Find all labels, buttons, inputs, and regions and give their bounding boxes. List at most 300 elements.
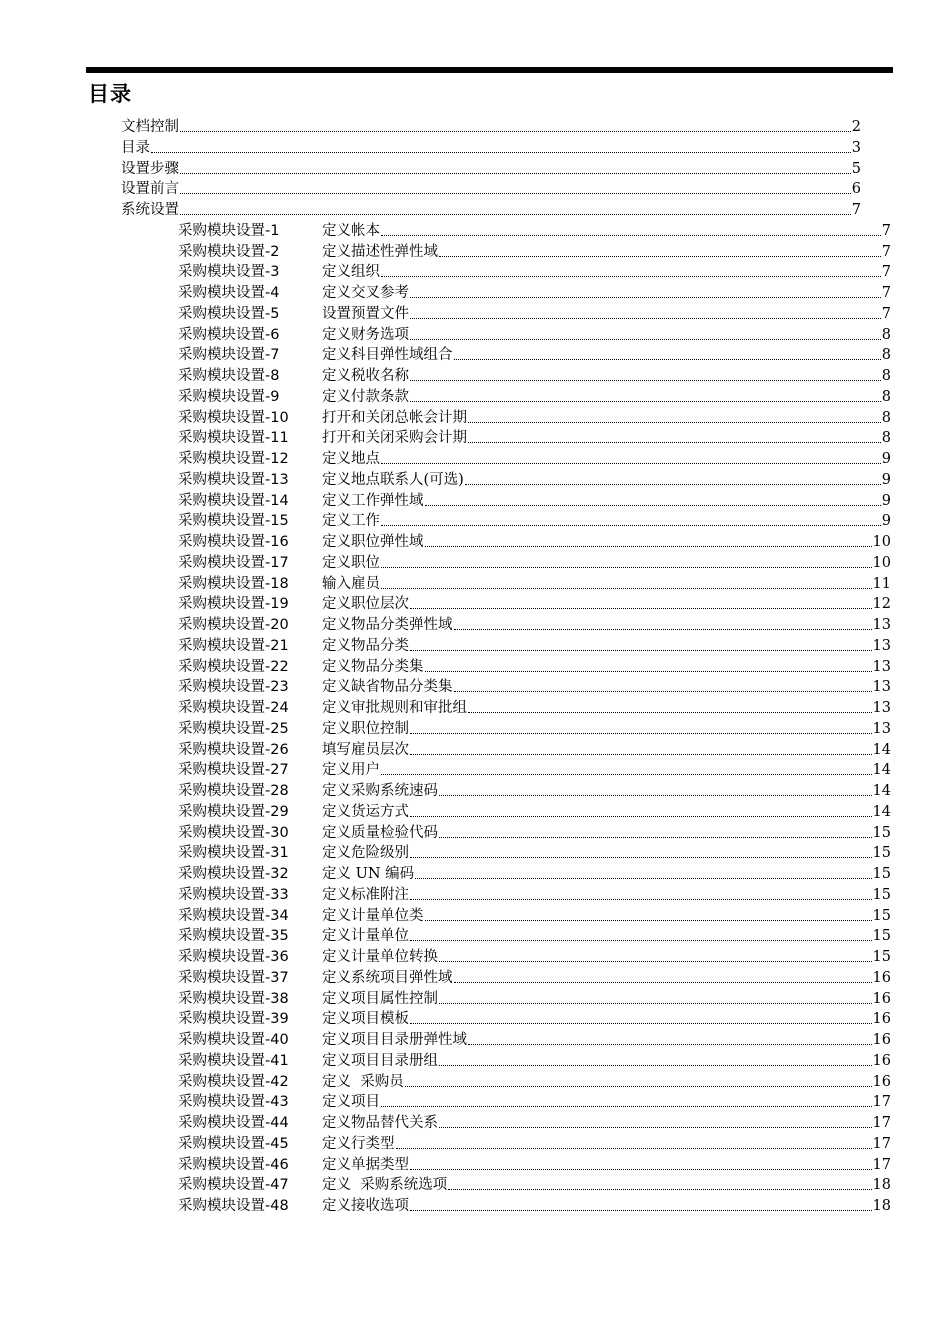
toc-page-number: 7 [851,202,861,218]
toc-page-number: 17 [872,1115,891,1131]
toc-subentry[interactable] [178,987,891,1008]
toc-subentry-title: 定义 UN 编码 [322,866,415,882]
toc-subentry[interactable] [178,489,891,510]
toc-subentry-prefix: 采购模块设置 [178,305,265,322]
toc-subentry-title: 定义货运方式 [322,803,409,820]
toc-leader-dots [454,359,881,360]
toc-leader-dots [439,256,881,257]
toc-subentry[interactable] [178,924,891,945]
toc-subentry-title: 定义用户 [322,762,380,779]
toc-subentry-index: -42 [265,1073,289,1090]
toc-page-number: 8 [881,430,891,447]
toc-subentry-number [178,305,322,323]
toc-subentry[interactable] [178,219,891,240]
toc-page-number: 15 [872,949,891,965]
toc-subentry-number [178,263,322,281]
toc-subentry-number [178,284,322,302]
toc-subentry-title: 定义职位控制 [322,720,409,737]
toc-subentry-index: -11 [265,430,289,447]
toc-subentry-title: 输入雇员 [322,575,380,592]
toc-page-number: 14 [872,762,891,779]
toc-leader-dots [439,837,872,838]
toc-subentry-number [178,927,322,945]
toc-subentry-number [178,658,322,676]
toc-subentry-prefix: 采购模块设置 [178,326,265,343]
toc-subentry[interactable] [178,1153,891,1174]
toc-subentry-number [178,512,322,530]
toc-subentry-prefix: 采购模块设置 [178,264,265,281]
toc-page-number: 16 [872,1073,891,1090]
toc-subentry[interactable] [178,945,891,966]
toc-subentry-prefix: 采购模块设置 [178,1094,265,1111]
toc-subentry-index: -7 [265,347,280,364]
toc-subentry-prefix: 采购模块设置 [178,928,265,945]
toc-subentry[interactable] [178,634,891,655]
toc-subentry-title: 定义物品分类 [322,637,409,654]
toc-page-number: 7 [881,305,891,322]
toc-leader-dots [410,297,881,298]
toc-subentry-title: 打开和关闭总帐会计期 [322,409,467,426]
toc-subentry-index: -21 [265,637,289,654]
toc-subentry-number [178,429,322,447]
toc-subentry-title: 定义财务选项 [322,326,409,343]
toc-subentry-prefix: 采购模块设置 [178,554,265,571]
toc-subentry-number [178,678,322,696]
toc-subentry[interactable] [178,281,891,302]
toc-leader-dots [410,1169,872,1170]
toc-subentry-number [178,886,322,904]
toc-subentry[interactable] [178,530,891,551]
toc-subentry-number [178,243,322,261]
toc-page-number: 16 [872,1011,891,1028]
toc-leader-dots [410,940,872,941]
toc-subentry-prefix: 采购模块设置 [178,534,265,550]
toc-subentry-index: -10 [265,409,289,426]
toc-page-number: 15 [872,866,891,882]
toc-subentry-index: -5 [265,305,280,322]
toc-entry-title: 文档控制 [121,119,179,135]
toc-subentry-prefix: 采购模块设置 [178,679,265,696]
toc-subentry[interactable] [178,675,891,696]
toc-subentry-title: 定义行类型 [322,1135,395,1152]
toc-subentry-title: 定义采购系统速码 [322,783,438,799]
toc-subentry[interactable] [178,1194,891,1215]
toc-leader-dots [448,1189,871,1190]
toc-subentry-index: -18 [265,575,289,592]
toc-subentry-index: -41 [265,1052,289,1069]
toc-subentry-number [178,1010,322,1028]
toc-page-number: 8 [881,368,891,384]
toc-subentry-number [178,1176,322,1194]
toc-subentry-prefix: 采购模块设置 [178,658,265,675]
toc-subentry-title: 定义计量单位转换 [322,949,438,965]
toc-subentry[interactable] [178,406,891,427]
toc-page-number: 16 [872,1052,891,1069]
toc-subentry-index: -8 [265,368,280,384]
toc-leader-dots [381,276,881,277]
toc-leader-dots [415,878,871,879]
toc-subentry-index: -6 [265,326,280,343]
toc-subentry-prefix: 采购模块设置 [178,1073,265,1090]
toc-subentry-prefix: 采购模块设置 [178,222,265,239]
toc-page-number: 7 [881,222,891,239]
toc-subentry-number [178,720,322,738]
toc-subentry-index: -38 [265,990,289,1007]
toc-subentry-prefix: 采购模块设置 [178,907,265,924]
toc-subentry[interactable] [178,364,891,385]
toc-leader-dots [410,1023,872,1024]
toc-subentry-number [178,533,322,551]
toc-subentry-number [178,222,322,240]
toc-subentry-prefix: 采购模块设置 [178,1115,265,1131]
toc-subentry-title: 定义计量单位 [322,928,409,945]
toc-page-number: 10 [872,534,891,550]
toc-subentry[interactable] [178,509,891,530]
toc-subentry-prefix: 采购模块设置 [178,513,265,530]
toc-subentry[interactable] [178,883,891,904]
toc-subentry-title: 定义项目 [322,1094,380,1111]
toc-subentry-index: -29 [265,803,289,820]
toc-leader-dots [465,484,881,485]
toc-subentry-title: 定义交叉参考 [322,285,409,301]
toc-page-number: 10 [872,554,891,571]
toc-entry-title: 系统设置 [121,202,179,218]
toc-subentry[interactable] [178,758,891,779]
toc-page-number: 13 [872,720,891,737]
toc-subentry[interactable] [178,717,891,738]
toc-subentry-title: 定义科目弹性域组合 [322,347,453,364]
toc-subentry-index: -14 [265,492,289,509]
toc-leader-dots [454,629,872,630]
toc-subentry-number [178,844,322,862]
toc-subentry-title: 定义地点联系人(可选) [322,471,464,488]
toc-subentry-prefix: 采购模块设置 [178,845,265,862]
toc-subentry[interactable] [178,655,891,676]
toc-subentry-number [178,409,322,427]
toc-subentry-number [178,741,322,759]
toc-subentry-title: 定义付款条款 [322,388,409,405]
toc-subentry[interactable] [178,302,891,323]
toc-leader-dots [180,131,851,132]
toc-subentry-index: -36 [265,949,289,965]
toc-subentry-index: -24 [265,700,289,716]
toc-subentry-prefix: 采购模块设置 [178,1198,265,1214]
toc-subentry-number [178,1114,322,1132]
toc-subentry-prefix: 采购模块设置 [178,347,265,364]
toc-leader-dots [425,920,872,921]
toc-subentry[interactable] [178,696,891,717]
toc-subentry[interactable] [178,447,891,468]
toc-entry[interactable] [121,136,861,157]
toc-leader-dots [468,422,881,423]
toc-leader-dots [439,795,872,796]
toc-leader-dots [180,193,851,194]
toc-leader-dots [439,1065,872,1066]
toc-leader-dots [425,546,872,547]
toc-leader-dots [410,857,872,858]
toc-subentry-title: 定义物品分类弹性域 [322,617,453,633]
toc-subentry-prefix: 采购模块设置 [178,388,265,405]
toc-subentry-prefix: 采购模块设置 [178,1156,265,1173]
toc-subentry-index: -37 [265,969,289,986]
toc-leader-dots [396,1148,872,1149]
toc-subentry-title: 定义工作弹性域 [322,492,424,509]
toc-page-number: 3 [851,139,861,156]
toc-subentry[interactable] [178,1028,891,1049]
toc-subentry-prefix: 采购模块设置 [178,285,265,301]
toc-page-number: 18 [872,1198,891,1214]
toc-entry[interactable] [121,115,861,136]
toc-subentry-index: -15 [265,513,289,530]
toc-subentry[interactable] [178,1007,891,1028]
toc-leader-dots [410,401,881,402]
toc-subentry-prefix: 采购模块设置 [178,617,265,633]
toc-leader-dots [180,173,851,174]
toc-subentry-number [178,969,322,987]
toc-page-number: 8 [881,347,891,364]
toc-subentry-prefix: 采购模块设置 [178,368,265,384]
toc-leader-dots [180,214,851,215]
toc-page-number: 15 [872,907,891,924]
toc-subentry-title: 填写雇员层次 [322,741,409,758]
toc-subentry[interactable] [178,862,891,883]
toc-page-number: 8 [881,388,891,405]
toc-subentry-prefix: 采购模块设置 [178,741,265,758]
toc-subentry-index: -39 [265,1011,289,1028]
toc-subentry-number [178,1031,322,1049]
toc-subentry-title: 定义项目目录册组 [322,1052,438,1069]
toc-entry[interactable] [121,177,861,198]
toc-subentry-index: -47 [265,1177,289,1194]
toc-subentry-prefix: 采购模块设置 [178,1052,265,1069]
toc-subentry-prefix: 采购模块设置 [178,575,265,592]
toc-subentry-index: -31 [265,845,289,862]
toc-subentry-number [178,948,322,966]
toc-subentry-index: -12 [265,451,289,467]
toc-page-number: 16 [872,1032,891,1048]
toc-subentry-title: 定义项目属性控制 [322,990,438,1007]
toc-subentry-index: -30 [265,824,289,841]
toc-subentry-number [178,346,322,364]
toc-subentry-title: 定义单据类型 [322,1156,409,1173]
toc-subentry-number [178,1156,322,1174]
toc-subentry-index: -22 [265,658,289,675]
toc-subentry-number [178,865,322,883]
toc-subentry-index: -43 [265,1094,289,1111]
toc-leader-dots [468,1044,872,1045]
page-title: 目录 [88,82,132,106]
toc-subentry-index: -20 [265,617,289,633]
toc-subentry-title: 定义组织 [322,264,380,281]
toc-subentry-number [178,1073,322,1091]
toc-subentry[interactable] [178,1111,891,1132]
toc-subentry-index: -44 [265,1115,289,1131]
toc-subentry-prefix: 采购模块设置 [178,430,265,447]
toc-page-number: 8 [881,409,891,426]
toc-leader-dots [381,567,872,568]
toc-subentry-prefix: 采购模块设置 [178,783,265,799]
toc-subentry-number [178,782,322,800]
toc-subentry-title: 定义 采购员 [322,1073,404,1090]
toc-subentry-index: -33 [265,886,289,903]
toc-subentry[interactable] [178,966,891,987]
toc-subentry[interactable] [178,821,891,842]
toc-page-number: 13 [872,679,891,696]
toc-subentry[interactable] [178,1049,891,1070]
toc-subentry[interactable] [178,904,891,925]
toc-leader-dots [468,712,872,713]
toc-subentry-index: -26 [265,741,289,758]
toc-subentry-prefix: 采购模块设置 [178,1011,265,1028]
toc-page-number: 15 [872,886,891,903]
toc-entry-title: 目录 [121,139,150,156]
toc-subentry-title: 定义地点 [322,451,380,467]
toc-subentry[interactable] [178,240,891,261]
toc-subentry-title: 定义标准附注 [322,886,409,903]
toc-subentry-index: -9 [265,388,280,405]
toc-page-number: 11 [872,575,891,592]
toc-page-number: 13 [872,617,891,633]
toc-subentry-prefix: 采购模块设置 [178,1032,265,1048]
toc-subentry-title: 定义职位弹性域 [322,534,424,550]
toc-subentry-index: -17 [265,554,289,571]
toc-leader-dots [381,235,881,236]
toc-subentry-number [178,1197,322,1215]
toc-subentry[interactable] [178,613,891,634]
toc-page-number: 13 [872,700,891,716]
toc-page-number: 5 [851,160,861,177]
toc-page-number: 15 [872,824,891,841]
toc-subentry[interactable] [178,323,891,344]
toc-subentry[interactable] [178,260,891,281]
toc-page-number: 9 [881,471,891,488]
toc-subentry-index: -4 [265,285,280,301]
toc-entry[interactable] [121,157,861,178]
toc-subentry-number [178,616,322,634]
toc-subentry-title: 打开和关闭采购会计期 [322,430,467,447]
toc-subentry-number [178,699,322,717]
toc-subentry-index: -1 [265,222,280,239]
toc-leader-dots [410,380,881,381]
toc-subentry-title: 定义项目模板 [322,1011,409,1028]
toc-subentry[interactable] [178,592,891,613]
toc-subentry-number [178,1052,322,1070]
toc-page-number: 14 [872,803,891,820]
toc-page-number: 8 [881,326,891,343]
toc-subentry-prefix: 采购模块设置 [178,409,265,426]
toc-leader-dots [381,774,872,775]
toc-page-number: 7 [881,243,891,260]
toc-subentry[interactable] [178,1173,891,1194]
toc-subentry-prefix: 采购模块设置 [178,969,265,986]
toc-subentry-number [178,492,322,510]
toc-subentry-title: 定义职位 [322,554,380,571]
toc-subentry-index: -13 [265,471,289,488]
toc-leader-dots [410,650,872,651]
toc-subentry-title: 设置预置文件 [322,305,409,322]
toc-page-number: 9 [881,451,891,467]
toc-leader-dots [468,442,881,443]
toc-subentry-index: -25 [265,720,289,737]
toc-subentry-number [178,554,322,572]
header-rule [86,67,893,73]
toc-subentry-number [178,637,322,655]
toc-leader-dots [439,961,872,962]
toc-leader-dots [410,754,872,755]
toc-subentry-index: -48 [265,1198,289,1214]
toc-subentry[interactable] [178,572,891,593]
toc-subentry-prefix: 采购模块设置 [178,637,265,654]
toc-leader-dots [410,608,872,609]
toc-page-number: 14 [872,783,891,799]
toc-subentry-prefix: 采购模块设置 [178,243,265,260]
toc-subentry[interactable] [178,738,891,759]
toc-subentry-title: 定义职位层次 [322,596,409,613]
toc-subentry-title: 定义计量单位类 [322,907,424,924]
toc-subentry[interactable] [178,426,891,447]
toc-entry-title: 设置前言 [121,181,179,198]
toc-subentry[interactable] [178,779,891,800]
toc-subentry-title: 定义质量检验代码 [322,824,438,841]
toc-subentry-number [178,1093,322,1111]
toc-leader-dots [439,1003,872,1004]
toc-subentry[interactable] [178,468,891,489]
toc-leader-dots [381,588,872,589]
toc-subentry[interactable] [178,1132,891,1153]
toc-leader-dots [410,816,872,817]
toc-subentry-title: 定义缺省物品分类集 [322,679,453,696]
toc-subentry-index: -19 [265,596,289,613]
toc-leader-dots [381,1106,872,1107]
toc-leader-dots [454,691,872,692]
toc-subentry-title: 定义税收名称 [322,368,409,384]
toc-page-number: 17 [872,1135,891,1152]
toc-subentry-index: -23 [265,679,289,696]
toc-leader-dots [410,339,881,340]
toc-subentry-number [178,824,322,842]
toc-subentry-prefix: 采购模块设置 [178,803,265,820]
toc-subentry-prefix: 采购模块设置 [178,949,265,965]
toc-subentry[interactable] [178,551,891,572]
toc-subentry-prefix: 采购模块设置 [178,700,265,716]
toc-subentry-number [178,575,322,593]
toc-subentry-index: -45 [265,1135,289,1152]
toc-page-number: 16 [872,990,891,1007]
toc-subentry-title: 定义物品替代关系 [322,1115,438,1131]
toc-subentry[interactable] [178,1090,891,1111]
toc-subentry-number [178,803,322,821]
toc-page-number: 15 [872,845,891,862]
toc-leader-dots [410,899,872,900]
toc-subentry-index: -3 [265,264,280,281]
toc-leader-dots [454,982,872,983]
toc-subentry[interactable] [178,800,891,821]
toc-entry[interactable] [121,198,861,219]
toc-subentry-index: -40 [265,1032,289,1048]
toc-page-number: 7 [881,285,891,301]
toc-subentry[interactable] [178,385,891,406]
toc-subentry-number [178,761,322,779]
toc-subentry[interactable] [178,1070,891,1091]
toc-subentry-number [178,907,322,925]
toc-leader-dots [381,525,881,526]
toc-page-number: 9 [881,513,891,530]
toc-subentry[interactable] [178,343,891,364]
toc-subentry-title: 定义审批规则和审批组 [322,700,467,716]
toc-subentry[interactable] [178,841,891,862]
toc-entry-title: 设置步骤 [121,160,179,177]
toc-page-number: 17 [872,1156,891,1173]
